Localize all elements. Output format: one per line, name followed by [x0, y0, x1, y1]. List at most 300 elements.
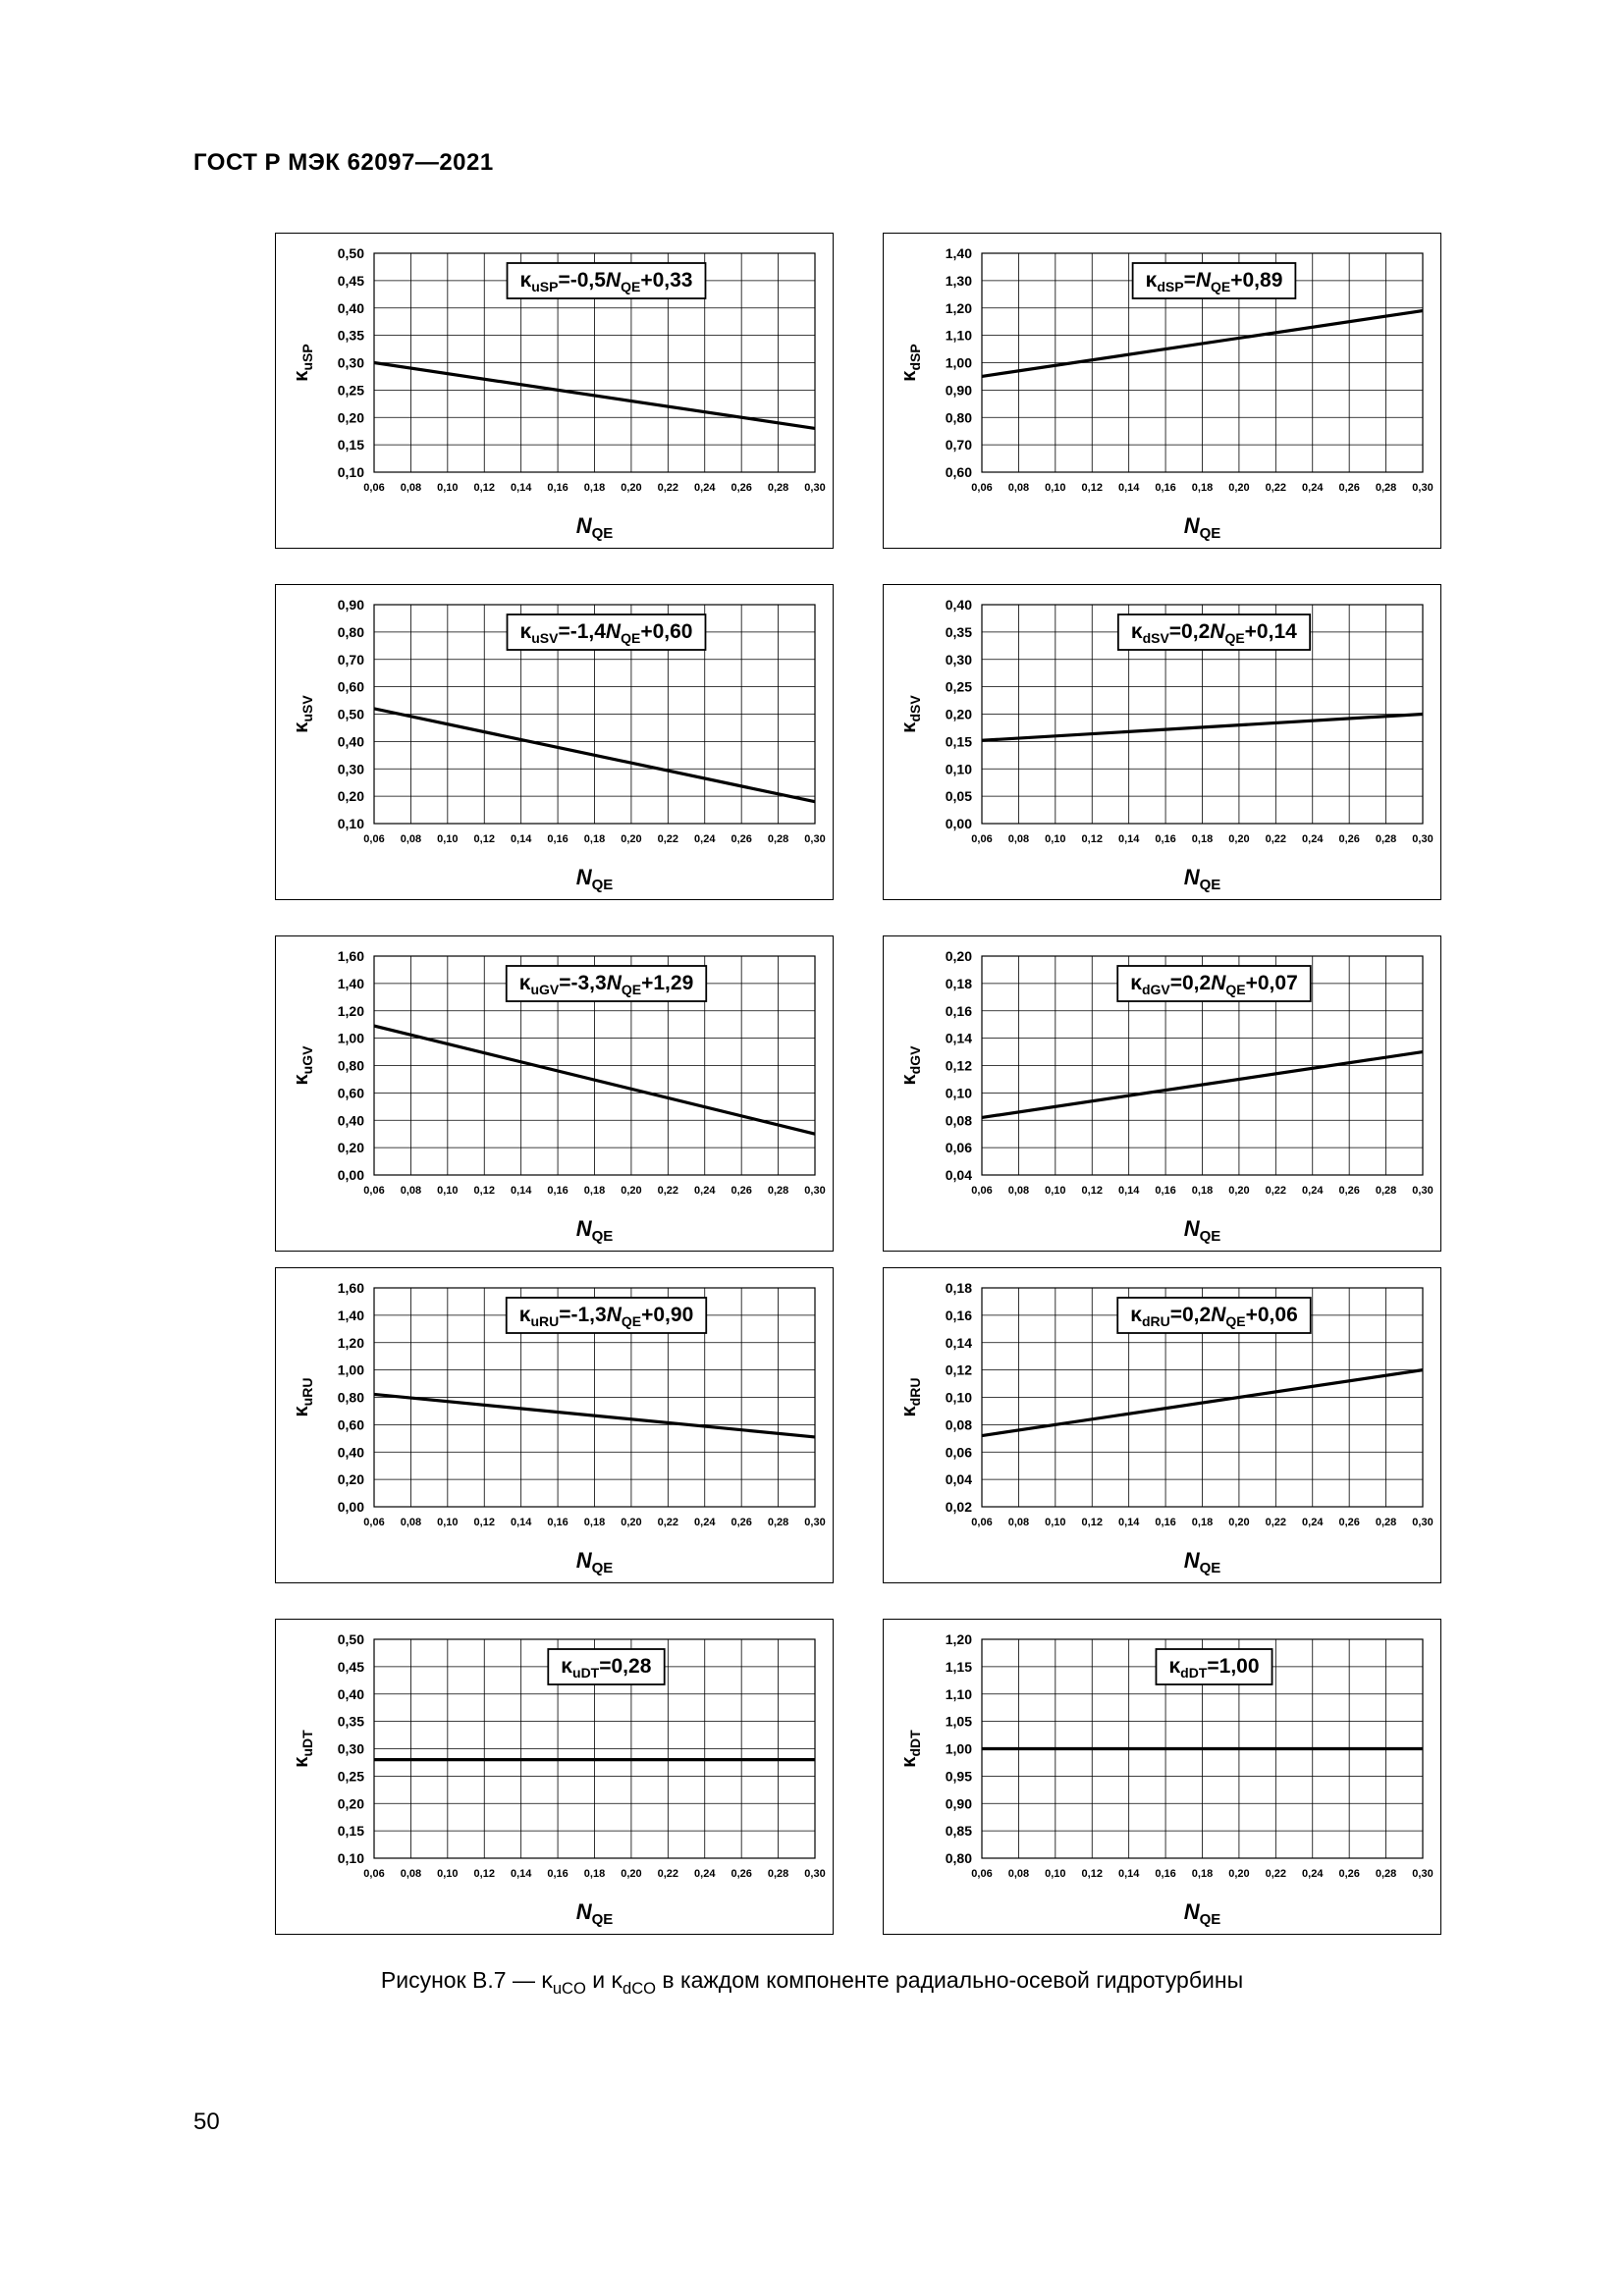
x-tick-label: 0,10	[437, 1517, 459, 1528]
x-tick-label: 0,20	[621, 482, 642, 494]
x-tick-label: 0,14	[1117, 1185, 1140, 1197]
x-tick-label: 0,10	[437, 833, 459, 845]
x-tick-label: 0,08	[400, 1868, 422, 1880]
y-axis-label-subscript: uRU	[299, 1377, 315, 1407]
x-tick-label: 0,26	[731, 1185, 752, 1197]
x-tick-label: 0,20	[1228, 1517, 1250, 1528]
equation-part: +0,60	[640, 620, 693, 643]
x-tick-label: 0,14	[510, 833, 532, 845]
y-tick-label: 0,06	[945, 1140, 972, 1156]
y-tick-label: 0,02	[945, 1499, 972, 1515]
x-tick-label: 0,24	[694, 833, 716, 845]
y-tick-label: 0,40	[337, 299, 364, 316]
x-tick-label: 0,22	[657, 1517, 679, 1528]
y-axis-label-subscript: uGV	[299, 1045, 315, 1075]
y-tick-label: 0,25	[337, 1768, 364, 1785]
x-tick-label: 0,08	[1007, 1185, 1030, 1197]
x-tick-label: 0,30	[804, 1517, 826, 1528]
chart-panel	[275, 935, 834, 1252]
equation-subscript: dSP	[1157, 279, 1184, 294]
y-tick-label: 0,60	[337, 1085, 364, 1101]
y-tick-label: 0,20	[337, 788, 364, 805]
y-axis-label-subscript: dRU	[907, 1377, 923, 1407]
figure-caption	[0, 1967, 1624, 1998]
y-tick-label: 0,25	[337, 382, 364, 399]
x-tick-label: 0,24	[1302, 1517, 1324, 1528]
equation-box	[1156, 1649, 1272, 1684]
y-tick-label: 0,30	[337, 354, 364, 371]
x-tick-label: 0,10	[1045, 1185, 1066, 1197]
chart-svg	[276, 936, 835, 1253]
caption-subscript: dCO	[623, 1978, 657, 1998]
x-tick-label: 0,26	[1338, 1517, 1360, 1528]
y-axis-label-subscript: dGV	[907, 1045, 923, 1075]
chart-svg	[884, 234, 1442, 550]
x-tick-label: 0,20	[621, 1185, 642, 1197]
y-tick-label: 0,30	[945, 651, 972, 667]
y-tick-label: 0,60	[337, 1416, 364, 1433]
equation-part: κ	[1168, 1655, 1181, 1678]
x-tick-label: 0,16	[547, 1185, 568, 1197]
equation-part: κ	[1130, 1304, 1142, 1326]
x-axis-label-main: N	[1183, 865, 1200, 889]
x-tick-label: 0,08	[1007, 833, 1030, 845]
x-tick-label: 0,10	[1045, 1517, 1066, 1528]
y-tick-label: 0,15	[337, 1823, 364, 1840]
equation-part: N	[605, 620, 622, 643]
y-tick-label: 1,20	[945, 1631, 972, 1647]
y-tick-label: 1,05	[945, 1713, 972, 1730]
x-tick-label: 0,30	[1412, 482, 1434, 494]
y-tick-label: 0,12	[945, 1057, 972, 1074]
x-tick-label: 0,16	[547, 833, 568, 845]
x-tick-label: 0,12	[1081, 482, 1103, 494]
x-tick-label: 0,30	[804, 1868, 826, 1880]
equation-part: N	[1195, 269, 1212, 292]
page-number: 50	[193, 2109, 220, 2135]
x-tick-label: 0,20	[1228, 1868, 1250, 1880]
equation-part: =0,28	[599, 1655, 652, 1678]
chart-svg	[276, 585, 835, 901]
equation-subscript: dRU	[1141, 1313, 1170, 1329]
y-tick-label: 1,10	[945, 1685, 972, 1702]
x-tick-label: 0,20	[1228, 1185, 1250, 1197]
x-tick-label: 0,16	[1155, 1517, 1176, 1528]
y-axis-label	[291, 1378, 315, 1417]
x-tick-label: 0,10	[437, 1868, 459, 1880]
y-tick-label: 0,14	[945, 1334, 972, 1351]
y-tick-label: 0,40	[337, 1112, 364, 1129]
x-tick-label: 0,12	[473, 1517, 495, 1528]
x-tick-label: 0,24	[694, 1185, 716, 1197]
x-axis-label	[1184, 513, 1221, 542]
caption-text: и	[585, 1967, 612, 1993]
x-axis-label	[1184, 1548, 1221, 1576]
y-tick-label: 0,16	[945, 1002, 972, 1019]
equation-part: =0,2	[1168, 620, 1211, 643]
y-tick-label: 0,60	[337, 678, 364, 695]
x-tick-label: 0,10	[1045, 833, 1066, 845]
y-tick-label: 0,35	[337, 327, 364, 344]
y-tick-label: 1,00	[337, 1362, 364, 1378]
x-tick-label: 0,30	[804, 833, 826, 845]
y-tick-label: 0,80	[337, 1389, 364, 1406]
x-tick-label: 0,28	[1375, 1185, 1397, 1197]
caption-text: Рисунок В.7 —	[380, 1967, 542, 1993]
chart-panel	[275, 233, 834, 549]
equation-part: +0,06	[1245, 1304, 1298, 1326]
y-tick-label: 1,40	[945, 245, 972, 261]
y-tick-label: 0,14	[945, 1030, 972, 1046]
x-tick-label: 0,06	[971, 1517, 993, 1528]
y-tick-label: 1,00	[945, 354, 972, 371]
equation-part: κ	[519, 620, 532, 643]
x-tick-label: 0,16	[1155, 1868, 1176, 1880]
x-tick-label: 0,12	[1081, 833, 1103, 845]
x-tick-label: 0,24	[1302, 482, 1324, 494]
y-tick-label: 0,80	[945, 1850, 972, 1866]
y-tick-label: 1,30	[945, 272, 972, 289]
x-tick-label: 0,18	[583, 1868, 606, 1880]
y-tick-label: 0,60	[945, 464, 972, 480]
y-tick-label: 0,90	[945, 382, 972, 399]
y-tick-label: 0,10	[337, 816, 364, 831]
y-tick-label: 0,45	[337, 272, 364, 289]
y-tick-label: 1,15	[945, 1658, 972, 1675]
chart-panel	[883, 233, 1441, 549]
x-axis-label-subscript: QE	[591, 525, 614, 542]
y-tick-label: 1,40	[337, 1307, 364, 1323]
chart-svg	[276, 234, 835, 550]
x-tick-label: 0,12	[1081, 1868, 1103, 1880]
x-tick-label: 0,06	[971, 1185, 993, 1197]
x-axis-label-main: N	[1183, 1899, 1200, 1924]
chart-panel	[275, 584, 834, 900]
x-tick-label: 0,20	[621, 1517, 642, 1528]
y-tick-label: 0,30	[337, 1740, 364, 1757]
y-tick-label: 0,20	[337, 1471, 364, 1488]
equation-box	[507, 966, 707, 1001]
x-tick-label: 0,28	[767, 1868, 789, 1880]
x-axis-label	[576, 513, 614, 542]
equation-part: =-0,5	[558, 269, 606, 292]
x-tick-label: 0,10	[1045, 482, 1066, 494]
equation-part: =1,00	[1207, 1655, 1260, 1678]
equation-part: +0,07	[1245, 972, 1298, 994]
x-axis-label-main: N	[575, 513, 592, 538]
x-tick-label: 0,06	[363, 1517, 385, 1528]
x-tick-label: 0,06	[363, 833, 385, 845]
y-tick-label: 0,50	[337, 245, 364, 261]
x-tick-label: 0,08	[400, 1517, 422, 1528]
equation-subscript: QE	[621, 1313, 642, 1329]
y-axis-label	[898, 1730, 923, 1768]
y-axis-label	[898, 1045, 923, 1086]
x-tick-label: 0,24	[694, 482, 716, 494]
y-tick-label: 0,35	[945, 623, 972, 640]
equation-box	[507, 1298, 707, 1333]
x-axis-label-subscript: QE	[1199, 1911, 1221, 1928]
x-tick-label: 0,16	[547, 1517, 568, 1528]
x-tick-label: 0,22	[1265, 1868, 1287, 1880]
x-tick-label: 0,12	[473, 1185, 495, 1197]
y-tick-label: 1,60	[337, 948, 364, 964]
x-tick-label: 0,14	[510, 1185, 532, 1197]
x-axis-label-subscript: QE	[591, 1228, 614, 1245]
y-tick-label: 0,04	[945, 1167, 972, 1183]
caption-text: в каждом компоненте радиально-осевой гидротурбины	[656, 1967, 1244, 1993]
equation-part: +1,29	[641, 972, 694, 994]
chart-panel	[275, 1267, 834, 1583]
equation-part: +0,89	[1230, 269, 1283, 292]
x-tick-label: 0,16	[547, 482, 568, 494]
y-tick-label: 0,10	[945, 1389, 972, 1406]
x-tick-label: 0,28	[767, 833, 789, 845]
y-axis-label	[898, 344, 923, 381]
y-tick-label: 0,15	[337, 437, 364, 454]
x-tick-label: 0,24	[1302, 833, 1324, 845]
equation-subscript: QE	[1224, 630, 1245, 646]
x-tick-label: 0,18	[583, 833, 606, 845]
x-tick-label: 0,20	[621, 833, 642, 845]
equation-part: κ	[518, 1304, 531, 1326]
caption-symbol: κ	[611, 1967, 623, 1993]
x-axis-label-main: N	[575, 1216, 592, 1241]
y-axis-label-main: κ	[898, 370, 920, 382]
equation-part: N	[1210, 620, 1225, 643]
caption-symbol: κ	[541, 1967, 553, 1993]
x-axis-label-main: N	[1183, 1548, 1200, 1573]
y-tick-label: 0,25	[945, 678, 972, 695]
y-axis-label	[898, 1378, 923, 1417]
equation-subscript: uSP	[531, 279, 559, 294]
x-tick-label: 0,08	[400, 833, 422, 845]
y-tick-label: 0,10	[945, 1085, 972, 1101]
y-tick-label: 0,40	[337, 1685, 364, 1702]
x-tick-label: 0,12	[1081, 1185, 1103, 1197]
y-tick-label: 0,70	[945, 437, 972, 454]
y-tick-label: 0,90	[945, 1795, 972, 1812]
x-tick-label: 0,14	[1117, 1868, 1140, 1880]
x-tick-label: 0,26	[731, 833, 752, 845]
x-axis-label-main: N	[1183, 513, 1200, 538]
x-tick-label: 0,24	[1302, 1868, 1324, 1880]
chart-svg	[884, 936, 1442, 1253]
y-tick-label: 0,20	[337, 1795, 364, 1812]
y-tick-label: 0,00	[337, 1167, 364, 1183]
x-tick-label: 0,10	[437, 482, 459, 494]
x-tick-label: 0,14	[510, 482, 532, 494]
x-tick-label: 0,18	[1191, 1185, 1214, 1197]
y-axis-label-subscript: dSV	[907, 695, 923, 722]
x-tick-label: 0,22	[657, 1868, 679, 1880]
x-tick-label: 0,16	[1155, 1185, 1176, 1197]
equation-part: +0,90	[641, 1304, 694, 1326]
x-axis-label-main: N	[1183, 1216, 1200, 1241]
x-axis-label-subscript: QE	[1199, 1560, 1221, 1576]
x-axis-label	[1184, 1216, 1221, 1245]
y-axis-label	[291, 695, 315, 733]
y-tick-label: 0,90	[337, 597, 364, 613]
x-tick-label: 0,24	[694, 1517, 716, 1528]
y-axis-label-subscript: dDT	[907, 1730, 923, 1757]
y-tick-label: 0,00	[945, 816, 972, 831]
x-axis-label-subscript: QE	[591, 1560, 614, 1576]
x-tick-label: 0,22	[1265, 833, 1287, 845]
y-tick-label: 0,06	[945, 1444, 972, 1461]
x-tick-label: 0,06	[971, 1868, 993, 1880]
chart-svg	[276, 1268, 835, 1584]
equation-box	[508, 614, 706, 650]
y-tick-label: 0,10	[337, 1850, 364, 1866]
equation-box	[508, 263, 706, 298]
x-tick-label: 0,20	[621, 1868, 642, 1880]
x-tick-label: 0,06	[363, 1868, 385, 1880]
y-tick-label: 0,95	[945, 1768, 972, 1785]
equation-subscript: dSV	[1142, 630, 1169, 646]
chart-panel	[883, 935, 1441, 1252]
equation-subscript: QE	[621, 982, 642, 997]
x-tick-label: 0,18	[1191, 833, 1214, 845]
y-tick-label: 0,35	[337, 1713, 364, 1730]
equation-part: N	[1211, 1304, 1226, 1326]
x-tick-label: 0,20	[1228, 833, 1250, 845]
x-axis-label-subscript: QE	[591, 877, 614, 893]
y-tick-label: 0,50	[337, 706, 364, 722]
x-tick-label: 0,22	[657, 833, 679, 845]
x-tick-label: 0,26	[1338, 482, 1360, 494]
y-axis-label	[291, 1730, 315, 1768]
y-axis-label-main: κ	[898, 1074, 920, 1086]
x-tick-label: 0,18	[1191, 1868, 1214, 1880]
equation-part: N	[1211, 972, 1226, 994]
x-tick-label: 0,30	[804, 1185, 826, 1197]
equation-part: =0,2	[1169, 972, 1212, 994]
caption-subscript: uCO	[552, 1978, 586, 1998]
x-tick-label: 0,28	[1375, 1868, 1397, 1880]
equation-subscript: dGV	[1141, 982, 1170, 997]
x-axis-label-subscript: QE	[1199, 1228, 1221, 1245]
y-tick-label: 0,00	[337, 1499, 364, 1515]
x-tick-label: 0,06	[363, 1185, 385, 1197]
x-tick-label: 0,18	[583, 1517, 606, 1528]
equation-box	[1117, 966, 1311, 1001]
x-tick-label: 0,24	[694, 1868, 716, 1880]
equation-subscript: dDT	[1180, 1665, 1208, 1681]
x-tick-label: 0,22	[657, 1185, 679, 1197]
equation-part: κ	[1130, 972, 1142, 994]
y-tick-label: 1,20	[337, 1002, 364, 1019]
y-tick-label: 0,80	[945, 409, 972, 426]
x-tick-label: 0,30	[1412, 1517, 1434, 1528]
y-axis-label-main: κ	[291, 721, 312, 733]
x-tick-label: 0,18	[583, 482, 606, 494]
y-tick-label: 1,60	[337, 1280, 364, 1296]
x-tick-label: 0,16	[1155, 482, 1176, 494]
y-tick-label: 0,50	[337, 1631, 364, 1647]
x-tick-label: 0,08	[400, 1185, 422, 1197]
y-tick-label: 0,40	[337, 733, 364, 750]
equation-part: +0,33	[640, 269, 693, 292]
x-tick-label: 0,06	[971, 482, 993, 494]
y-axis-label-main: κ	[291, 1756, 312, 1768]
equation-part: N	[606, 1304, 622, 1326]
y-tick-label: 0,40	[945, 597, 972, 613]
x-tick-label: 0,26	[1338, 1185, 1360, 1197]
x-tick-label: 0,16	[547, 1868, 568, 1880]
x-tick-label: 0,26	[731, 1517, 752, 1528]
y-tick-label: 0,15	[945, 733, 972, 750]
x-tick-label: 0,14	[510, 1517, 532, 1528]
x-tick-label: 0,30	[1412, 833, 1434, 845]
chart-panel	[883, 1267, 1441, 1583]
y-tick-label: 0,05	[945, 788, 972, 805]
chart-svg	[884, 1620, 1442, 1936]
equation-subscript: uRU	[530, 1313, 560, 1329]
x-tick-label: 0,20	[1228, 482, 1250, 494]
x-tick-label: 0,18	[1191, 482, 1214, 494]
y-tick-label: 0,80	[337, 623, 364, 640]
y-tick-label: 0,08	[945, 1416, 972, 1433]
equation-part: κ	[561, 1655, 573, 1678]
x-tick-label: 0,08	[1007, 482, 1030, 494]
y-tick-label: 0,10	[945, 761, 972, 777]
y-axis-label-main: κ	[898, 1406, 920, 1417]
equation-box	[1133, 263, 1296, 298]
y-axis-label-main: κ	[291, 1074, 312, 1086]
y-tick-label: 0,40	[337, 1444, 364, 1461]
y-tick-label: 0,30	[337, 761, 364, 777]
equation-part: =	[1183, 269, 1196, 292]
equation-part: =0,2	[1169, 1304, 1212, 1326]
x-axis-label-subscript: QE	[1199, 525, 1221, 542]
y-tick-label: 0,18	[945, 975, 972, 991]
y-axis-label-subscript: uSV	[299, 695, 315, 722]
chart-svg	[276, 1620, 835, 1936]
y-axis-label	[291, 1045, 315, 1086]
equation-part: κ	[1130, 620, 1143, 643]
x-tick-label: 0,22	[1265, 482, 1287, 494]
x-tick-label: 0,22	[657, 482, 679, 494]
chart-svg	[884, 585, 1442, 901]
x-tick-label: 0,28	[767, 1185, 789, 1197]
y-tick-label: 0,10	[337, 464, 364, 480]
chart-panel	[275, 1619, 834, 1935]
x-axis-label-subscript: QE	[591, 1911, 614, 1928]
equation-subscript: QE	[1211, 279, 1231, 294]
equation-subscript: QE	[1225, 1313, 1246, 1329]
y-axis-label-main: κ	[291, 1406, 312, 1417]
x-axis-label	[1184, 1899, 1221, 1928]
equation-box	[548, 1649, 664, 1684]
equation-part: κ	[519, 269, 532, 292]
x-tick-label: 0,18	[583, 1185, 606, 1197]
x-tick-label: 0,08	[1007, 1868, 1030, 1880]
equation-part: N	[606, 972, 622, 994]
chart-panel	[883, 1619, 1441, 1935]
equation-part: κ	[1145, 269, 1158, 292]
y-tick-label: 1,40	[337, 975, 364, 991]
equation-box	[1118, 614, 1310, 650]
x-axis-label-main: N	[575, 865, 592, 889]
y-tick-label: 0,20	[945, 948, 972, 964]
x-tick-label: 0,30	[1412, 1868, 1434, 1880]
y-axis-label-subscript: dSP	[907, 344, 923, 371]
x-axis-label	[576, 1216, 614, 1245]
equation-part: =-3,3	[559, 972, 607, 994]
y-tick-label: 1,20	[945, 299, 972, 316]
x-tick-label: 0,26	[731, 1868, 752, 1880]
